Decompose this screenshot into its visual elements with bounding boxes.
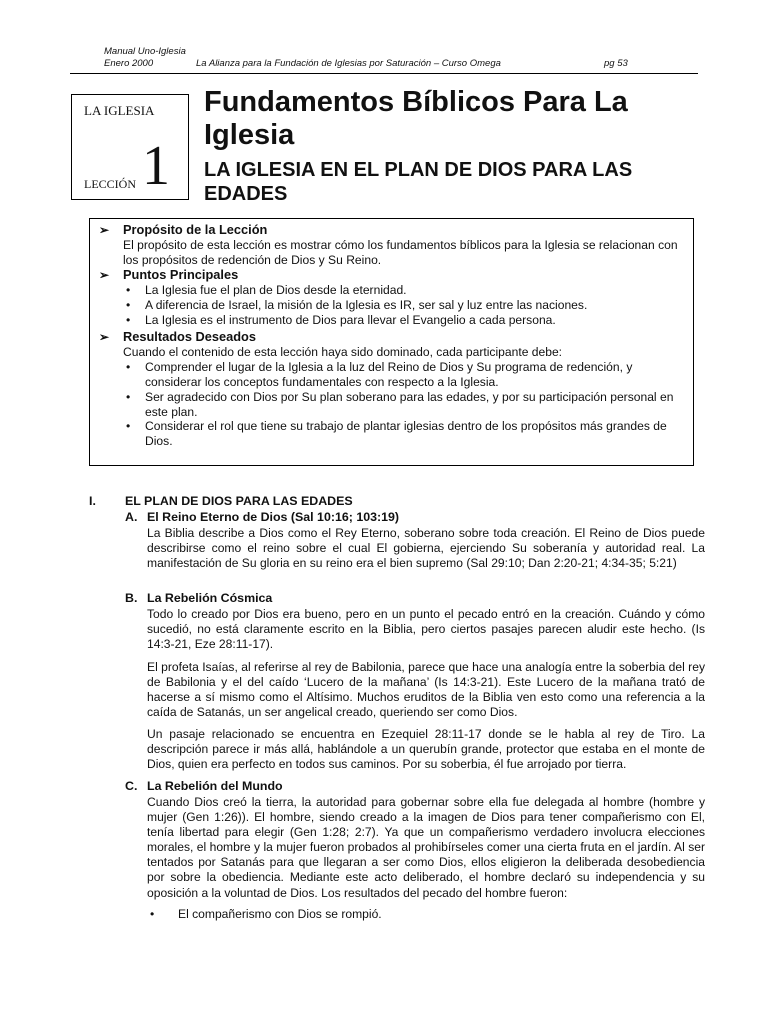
list-item: • La Iglesia fue el plan de Dios desde la eternidad. <box>126 282 407 297</box>
running-header <box>104 46 664 70</box>
list-item: • Comprender el lugar de la Iglesia a la luz del Reino de Dios y Su programa de redención, y considerar los conceptos fundamentales con respecto a la Iglesia. <box>126 359 633 389</box>
bullet-icon: • <box>126 359 131 374</box>
list-item: • A diferencia de Israel, la misión de la Iglesia es IR, ser sal y luz entre las naciones. <box>126 297 588 312</box>
desired-results-intro: Cuando el contenido de esta lección haya sido dominado, cada participante debe: <box>123 344 563 359</box>
lesson-subtitle: LA IGLESIA EN EL PLAN DE DIOS PARA LAS EDADES <box>204 159 633 205</box>
arrow-bullet-icon: ➢ <box>99 268 110 282</box>
subsection-a-paragraph: La Biblia describe a Dios como el Rey Eterno, soberano sobre toda creación. El Reino de Dios puede describirse como el reino sobre el cual El gobierna, ejerciendo Su soberanía y autoridad real. La manifestación de Su gloria en su reino era el bien supremo (Sal 29:10; Dan 2:20-21; 4:34-35; 5:21) <box>147 526 705 571</box>
list-item: El compañerismo con Dios se rompió. <box>178 907 382 921</box>
bullet-icon: • <box>150 907 155 921</box>
purpose-section <box>90 223 683 268</box>
list-item: • Considerar el rol que tiene su trabajo de plantar iglesias dentro de los propósitos más grandes de Dios. <box>126 419 667 449</box>
header-page-number: pg 53 <box>604 57 628 69</box>
header-rule <box>70 73 698 74</box>
subsection-a-heading: El Reino Eterno de Dios (Sal 10:16; 103:19) <box>147 510 400 524</box>
header-date: Enero 2000 <box>104 57 154 69</box>
bullet-icon: • <box>126 419 131 434</box>
main-points-heading: Puntos Principales <box>123 267 239 282</box>
bullet-icon: • <box>126 297 131 312</box>
manual-title: Manual Uno-Iglesia <box>104 46 186 57</box>
subsection-b-paragraph-3: Un pasaje relacionado se encuentra en Ezequiel 28:11-17 donde se le habla al rey de Tiro. La descripción parece ir más allá, hablándole a un querubín grande, protector que estaba en el monte de Dios, quien era perfecto en todos sus caminos. Por su soberbia, él fue arrojado por tierra. <box>147 727 705 772</box>
main-points-list <box>123 283 587 328</box>
purpose-heading: Propósito de la Lección <box>123 222 268 237</box>
section-heading: EL PLAN DE DIOS PARA LAS EDADES <box>125 494 353 508</box>
desired-results-heading: Resultados Deseados <box>123 329 256 344</box>
subsection-c-letter: C. <box>125 779 138 793</box>
desired-results-list <box>123 360 679 449</box>
subsection-c-heading: La Rebelión del Mundo <box>147 779 283 793</box>
arrow-bullet-icon: ➢ <box>99 330 110 344</box>
subsection-b-heading: La Rebelión Cósmica <box>147 591 273 605</box>
bullet-icon: • <box>126 282 131 297</box>
arrow-bullet-icon: ➢ <box>99 223 110 237</box>
bullet-icon: • <box>126 312 131 327</box>
section-number: I. <box>89 494 96 508</box>
subsection-c-paragraph: Cuando Dios creó la tierra, la autoridad para gobernar sobre ella fue delegada al hombre (hombre y mujer (Gen 1:26)). El hombre, siendo creado a la imagen de Dios para tener compañerismo con El, tenía libertad para elegir (Gen 1:28; 2:7). Ya que un compañerismo verdadero involucra elecciones morales, el hombre y la mujer fueron probados al prohibírseles comer una cierta fruta en el jardín. Al ser tentados por Satanás para que llegaran a ser como Dios, ellos eligieron la deliberada desobediencia por sobre la obediencia. Mediante este acto deliberado, el hombre declaró su independencia y su oposición a la voluntad de Dios. Los resultados del pecado del hombre fueron: <box>147 795 705 900</box>
desired-results-section <box>90 330 679 449</box>
subsection-b-letter: B. <box>125 591 138 605</box>
list-item: • Ser agradecido con Dios por Su plan soberano para las edades, y por su participación personal en este plan. <box>126 389 674 419</box>
lesson-category: LA IGLESIA <box>84 103 155 118</box>
header-course: La Alianza para la Fundación de Iglesias por Saturación – Curso Omega <box>196 57 501 69</box>
lesson-label: LECCIÓN <box>84 177 136 191</box>
subsection-b-paragraph-1: Todo lo creado por Dios era bueno, pero en un punto el pecado entró en la creación. Cuándo y cómo sucedió, no está claramente escrito en la Biblia, pero ciertos pasajes parecen aludir este hecho. (Is 14:3-21, Eze 28:11-17). <box>147 607 705 652</box>
lesson-box <box>71 94 189 200</box>
bullet-icon: • <box>126 389 131 404</box>
subsection-b-paragraph-2: El profeta Isaías, al referirse al rey de Babilonia, parece que hace una analogía entre la soberbia del rey de Babilonia y el del caído ‘Lucero de la mañana’ (Is 14:3-21). Este Lucero de la mañana trató de hacerse a sí mismo como el Altísimo. Muchos eruditos de la Biblia ven esto como una referencia a la caída de Satanás, un ser angelical creado, queriendo ser como Dios. <box>147 660 705 720</box>
main-points-section <box>90 268 587 328</box>
lesson-number: 1 <box>142 135 170 197</box>
purpose-text: El propósito de esta lección es mostrar cómo los fundamentos bíblicos para la Iglesia se relacionan con los propósitos de redención de Dios y Su Reino. <box>123 237 678 267</box>
list-item: • La Iglesia es el instrumento de Dios para llevar el Evangelio a cada persona. <box>126 312 556 327</box>
subsection-a-letter: A. <box>125 510 138 524</box>
lesson-title: Fundamentos Bíblicos Para La Iglesia <box>204 86 628 151</box>
lesson-objectives-box <box>89 218 694 466</box>
